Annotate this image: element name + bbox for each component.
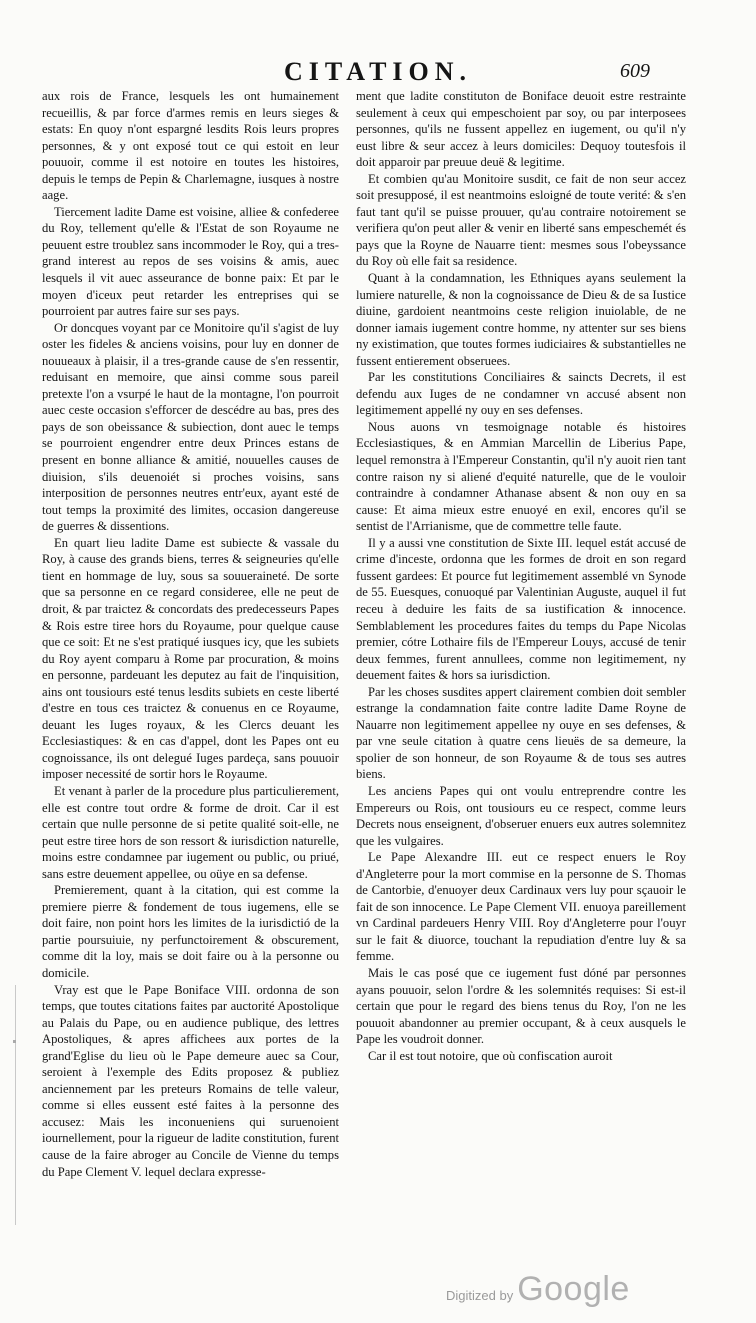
binding-edge-line (15, 985, 16, 1225)
left-text-column (42, 88, 339, 1180)
page-number: 609 (620, 60, 650, 82)
paragraph: Les anciens Papes qui ont voulu entreprendre contre les Empereurs ou Rois, ont tousiours eu ce respect, comme leurs Decrets nous enseignent, d'obseruer enuers eux autres solemnitez que les vulgaires. (356, 783, 686, 848)
paragraph: Et venant à parler de la procedure plus particulierement, elle est contre tout ordre & forme de droit. Car il est certain que nulle personne de si petite qualité soit-elle, ne peut estre tiree hors de son ressort & iurisdiction naturelle, moins estre condamnee par iugement ou public, ou priué, sans estre deuement appellee, ou oüye en sa defense. (42, 783, 339, 881)
paragraph: Tiercement ladite Dame est voisine, alliee & confederee du Roy, tellement qu'elle & l'Estat de son Royaume ne peuuent estre troublez sans incommoder le Roy, qui a tres-grand interest au repos de ses voisins & amis, auec lesquels il vit auec asseurance de bonne paix: Et par le moyen d'iceux peut retarder les entreprises qui se pourroient par autres faire sur ses pays. (42, 204, 339, 319)
paragraph: Le Pape Alexandre III. eut ce respect enuers le Roy d'Angleterre pour la mort commise en la personne de S. Thomas de Cantorbie, d'enuoyer deux Cardinaux vers luy pour sçauoir le fait de son innocence. Le Pape Clement VII. enuoya pareillement vn Cardinal pardeuers Henry VIII. Roy d'Angleterre pour l'ouyr sur le fait & diuorce, touchant la repudiation d'entre luy & sa femme. (356, 850, 686, 964)
paragraph: aux rois de France, lesquels les ont humainement recueillis, & par force d'armes remis en leurs sieges & estats: En quoy n'ont espargné lesdits Rois leurs propres personnes, & y ont exposé tout ce qui estoit en leur pouuoir, comme il est notoire en toutes les histoires, depuis le temps de Pepin & Charlemagne, iusques à nostre aage. (42, 89, 339, 203)
paragraph: Quant à la condamnation, les Ethniques ayans seulement la lumiere naturelle, & non la cognoissance de Dieu & de sa Iustice diuine, gardoient neantmoins ceste religion inuiolable, de ne donner iamais iugement contre homme, ny attenter sur ses biens ny existimation, que toutes formes iudiciaires & substantielles ne fussent entierement obseruees. (356, 271, 686, 368)
watermark-prefix: Digitized by (446, 1288, 514, 1303)
paragraph: Il y a aussi vne constitution de Sixte III. lequel estát accusé de crime d'inceste, ordonna que les formes de droit en son regard fussent gardees: Et pource fut legitimement assemblé vn Synode de 55. Euesques, conuoqué par Valentinian Auguste, auquel il fut receu à deduire les faits de sa iustification & innocence. Semblablement les procedures faites du temps du Pape Nicolas premier, cótre Lothaire fils de l'Empereur Louys, accusé de tenir deux femmes, furent annullees, comme non legitimement, ny deuement faites & hors sa iurisdiction. (356, 535, 686, 683)
watermark-brand: Google (517, 1270, 630, 1308)
scan-mark (13, 1040, 16, 1043)
paragraph: Premierement, quant à la citation, qui est comme la premiere pierre & fondement de tous iugemens, elle se doit faire, non point hors les limites de la iurisdictió de la partie poursuiuie, ny perfunctoirement & obscurement, comme dit la loy, mais se doit faire ou à la personne ou domicile. (42, 883, 339, 980)
paragraph: En quart lieu ladite Dame est subiecte & vassale du Roy, à cause des grands biens, terres & seigneuries qu'elle tient en hommage de luy, sous sa souueraineté. De sorte que sa personne en ce regard consideree, elle ne peut de droit, & par traictez & concordats des predecesseurs Papes & Rois estre tiree hors du Royaume, pour quelque cause que ce soit: Et ne s'est pratiqué iusques icy, que les subiets du Roy ayent comparu à Rome par procuration, & moins en personne, pardeuant les deputez au fait de l'inquisition, ains ont tousiours esté tenus lesdits subiets en ceste liberté d'estre en tous ces traictez & conuenus en ce Royaume, deuant les Iuges royaux, & les Clercs deuant les Ecclesiastiques: & en cas d'appel, dont les Papes ont eu cognoissance, ils ont delegué Iuges pardeça, sans pouuoir imposer necessité de sortir hors le Royaume. (42, 535, 339, 782)
paragraph: Par les choses susdites appert clairement combien doit sembler estrange la condamnation faite contre ladite Dame Royne de Nauarre non legitimement appellee ny ouye en ses defenses, & par vne seule citation à quatre cens lieuës de sa demeure, la spolier de son honneur, de son Royaume & de tous ses autres biens. (356, 684, 686, 782)
paragraph: Et combien qu'au Monitoire susdit, ce fait de non seur accez soit presupposé, il est neantmoins esloigné de toute verité: & s'en faut tant qu'il se puisse prouuer, qu'au contraire notoirement se verifiera qu'on peut aller & venir en liberté sans empeschemét és pays que la Royne de Nauarre tient: mesmes sous l'obeyssance du Roy où elle fait sa residence. (356, 171, 686, 269)
paragraph: Nous auons vn tesmoignage notable és histoires Ecclesiastiques, & en Ammian Marcellin de Liberius Pape, lequel remonstra à l'Empereur Constantin, qu'il n'y auoit rien tant contre raison ny si aliené d'equité naturelle, que de le vouloir contraindre à condamner Athanase absent & non ouy en sa cause: Et aima mieux estre enuoyé en exil, encores qu'il se sentist de l'Arrianisme, que de commettre telle faute. (356, 419, 686, 534)
paragraph: ment que ladite constituton de Boniface deuoit estre restrainte seulement à ceux qui empeschoient par soy, ou par interposees personnes, qu'ils ne fussent appellez en iugement, ou qu'il n'y eust libre & seur accez à leurs domiciles: Dequoy toutesfois il doit apparoir par preuue deuë & legitime. (356, 89, 686, 170)
paragraph: Car il est tout notoire, que où confiscation auroit (368, 1048, 613, 1063)
paragraph: Or doncques voyant par ce Monitoire qu'il s'agist de luy oster les fideles & anciens voisins, pour luy en donner de nouueaux à plaisir, il a tres-grande cause de s'en ressentir, reduisant en memoire, que ainsi comme sous pareil pretexte l'on a vsurpé le haut de la montagne, l'on pourroit auec ceste occasion s'efforcer de descédre au bas, pres des pays de son obeissance & subiection, dont auec le temps se pourroient engendrer entre deux Princes estans de present en bonne alliance & amitié, nouuelles causes de diuision, s'ils deuenoiét si proches voisins, sans interposition de personnes neutres entr'eux, ayant esté de tout temps la proximité des limites, occasion dangereuse de guerres & dissentions. (42, 320, 339, 534)
paragraph: Par les constitutions Conciliaires & saincts Decrets, il est defendu aux Iuges de ne condamner vn accusé absent non legitimement appellé ny ouy en ses defenses. (356, 370, 686, 418)
digitized-watermark (446, 1270, 630, 1309)
paragraph: Vray est que le Pape Boniface VIII. ordonna de son temps, que toutes citations faites par auctorité Apostolique au Palais du Pape, ou en audience publique, des lettres Apostoliques, & apres affichees aux portes de la grand'Eglise du lieu où le Pape demeure auec sa Cour, seroient à l'exemple des Edits proposez & publiez anciennement par les preteurs Romains de telle valeur, comme si elles eussent esté faites à la personne des accusez: Mais les inconueniens qui suruenoient iournellement, pour la rigueur de ladite constitution, furent cause de la faire abroger au Concile de Vienne du temps du Pape Clement V. lequel declara expresse- (42, 982, 339, 1179)
running-head-title: CITATION. (283, 57, 473, 86)
paragraph: Mais le cas posé que ce iugement fust dóné par personnes ayans pouuoir, selon l'ordre & les solemnités requises: Si est-il certain que pour le regard des biens tenus du Roy, l'on ne les pouuoit abandonner au premier occupant, & à ceux ausquels le Pape les voudroit donner. (356, 965, 686, 1047)
right-text-column (356, 88, 686, 1064)
